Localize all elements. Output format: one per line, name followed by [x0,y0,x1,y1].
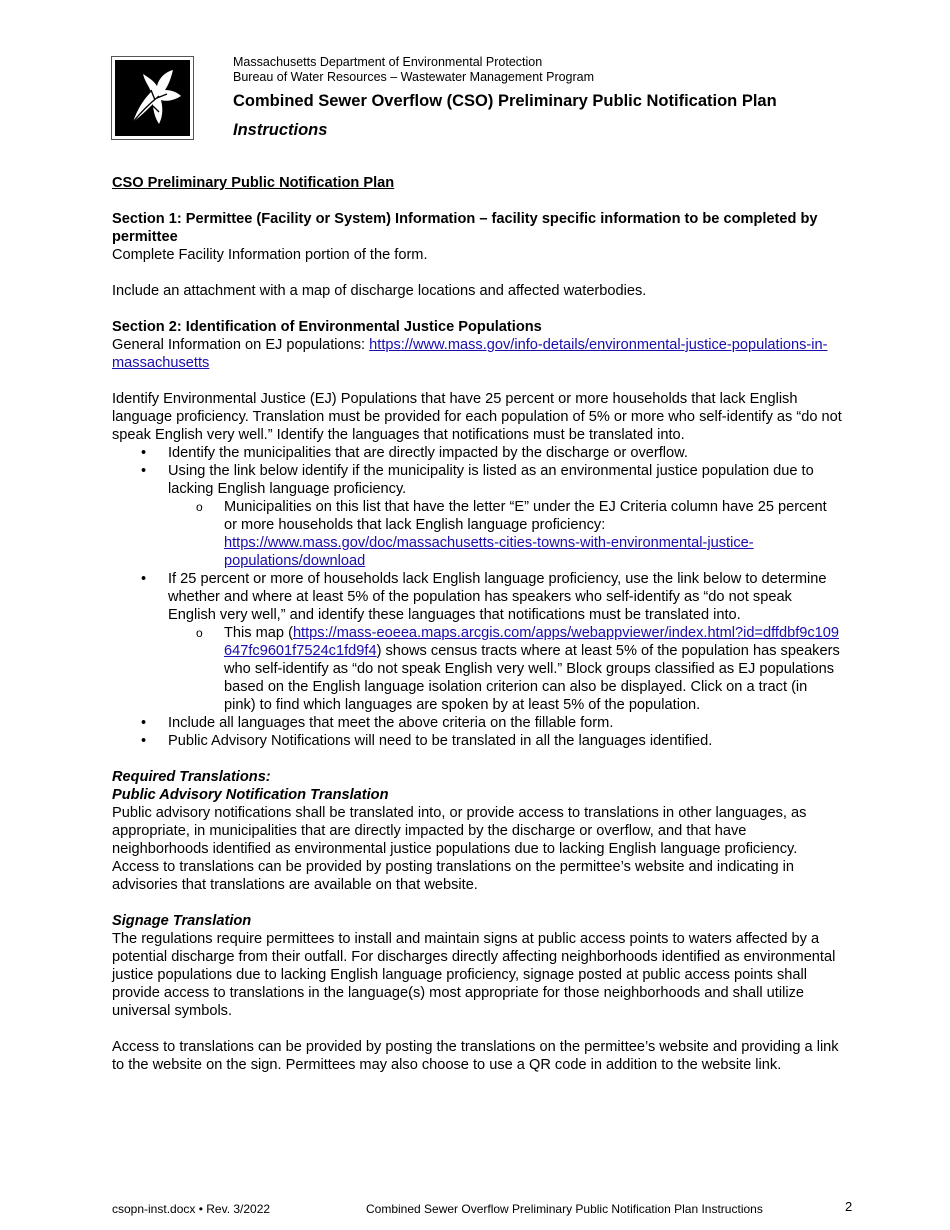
list-item-text: Using the link below identify if the municipality is listed as an environmental justice population due to lacking English language proficiency. [168,463,814,497]
ej-general-link[interactable]: https://www.mass.gov/info-details/environmental-justice-populations-in-massachusetts [112,337,828,371]
ej-general-info [112,336,842,372]
advisory-translation-heading: Public Advisory Notification Translation [112,787,389,803]
ej-steps-list [112,444,842,750]
translation-access-text: Access to translations can be provided by posting the translations on the permittee’s website and providing a link to the website on the sign. Permittees may also choose to use a QR code in addition to the website link. [112,1039,839,1073]
map-description: ) shows census tracts where at least 5% of the population has speakers who self-identify as “do not speak English very well.” Block groups classified as EJ populations based on the English language isolation criterion can also be displayed. Click on a tract (in pink) to find which languages are spoken by at least 5% of the population. [224,643,840,713]
sub-list [168,498,842,570]
ej-general-label: General Information on EJ populations: [112,337,370,353]
ej-map-link[interactable]: https://mass-eoeea.maps.arcgis.com/apps/webappviewer/index.html?id=dffdbf9c109647fc9601f7524c1fd9f4 [224,625,840,659]
leaf-icon [115,60,190,136]
map-prefix: This map ( [224,625,293,641]
list-item: • Public Advisory Notifications will need to be translated in all the languages identified. [168,732,842,750]
list-item: • Identify the municipalities that are directly impacted by the discharge or overflow. [168,444,842,462]
ej-municipalities-link[interactable]: https://www.mass.gov/doc/massachusetts-cities-towns-with-environmental-justice-populations/download [224,535,754,569]
footer-title: Combined Sewer Overflow Preliminary Public Notification Plan Instructions [366,1202,763,1216]
signage-translation-heading: Signage Translation [112,913,252,929]
plan-title: CSO Preliminary Public Notification Plan [112,175,395,191]
sub-list [168,624,842,714]
agency-name: Massachusetts Department of Environmental Protection [233,55,543,69]
sub-list-item [224,624,842,714]
massdep-logo [111,56,194,140]
signage-translation-text: The regulations require permittees to install and maintain signs at public access points to waters affected by a potential discharge from their outfall. For discharges directly affecting neighborhoods identified as environmental justice populations due to lacking English language proficiency, signage posted at public access points shall provide access to translations in the language(s) most appropriate for those neighborhoods and shall utilize universal symbols. [112,931,836,1019]
sub-list-item [224,498,842,570]
ej-intro: Identify Environmental Justice (EJ) Populations that have 25 percent or more households that lack English language proficiency. Translation must be provided for each population of 5% or more who self-identify as “do not speak English very well.” Identify the languages that notifications must be translated into. [112,391,842,443]
list-item-text: If 25 percent or more of households lack English language proficiency, use the link below to determine whether and where at least 5% of the population has speakers who self-identify as “do not speak English very well,” and identify these languages that notifications must be translated into. [168,571,827,623]
section1-heading: Section 1: Permittee (Facility or System) Information – facility specific information to be completed by permittee [112,211,818,245]
document-subtitle: Instructions [233,121,328,139]
section2-heading: Section 2: Identification of Environmental Justice Populations [112,319,542,335]
section1-attachment-note: Include an attachment with a map of discharge locations and affected waterbodies. [112,283,647,299]
section1-paragraph: Complete Facility Information portion of the form. [112,247,428,263]
list-item [168,462,842,570]
document-body [112,174,842,1074]
footer-file-info: csopn-inst.docx • Rev. 3/2022 [112,1202,271,1216]
document-title: Combined Sewer Overflow (CSO) Preliminary Public Notification Plan [233,92,777,110]
page-number: 2 [845,1199,853,1214]
required-translations-heading: Required Translations: [112,769,271,785]
advisory-translation-text: Public advisory notifications shall be translated into, or provide access to translations in other languages, as appropriate, in municipalities that are directly impacted by the discharge or overflow, and that have neighborhoods identified as environmental justice populations due to lacking English language proficiency. Access to translations can be provided by posting translations on the permittee’s website and indicating in advisories that translations are available on that website. [112,805,807,893]
list-item [168,570,842,714]
sub-list-text: Municipalities on this list that have the letter “E” under the EJ Criteria column have 25 percent or more households that lack English language proficiency: [224,499,827,533]
bureau-name: Bureau of Water Resources – Wastewater Management Program [233,70,595,84]
document-header [233,55,873,140]
list-item: • Include all languages that meet the above criteria on the fillable form. [168,714,842,732]
